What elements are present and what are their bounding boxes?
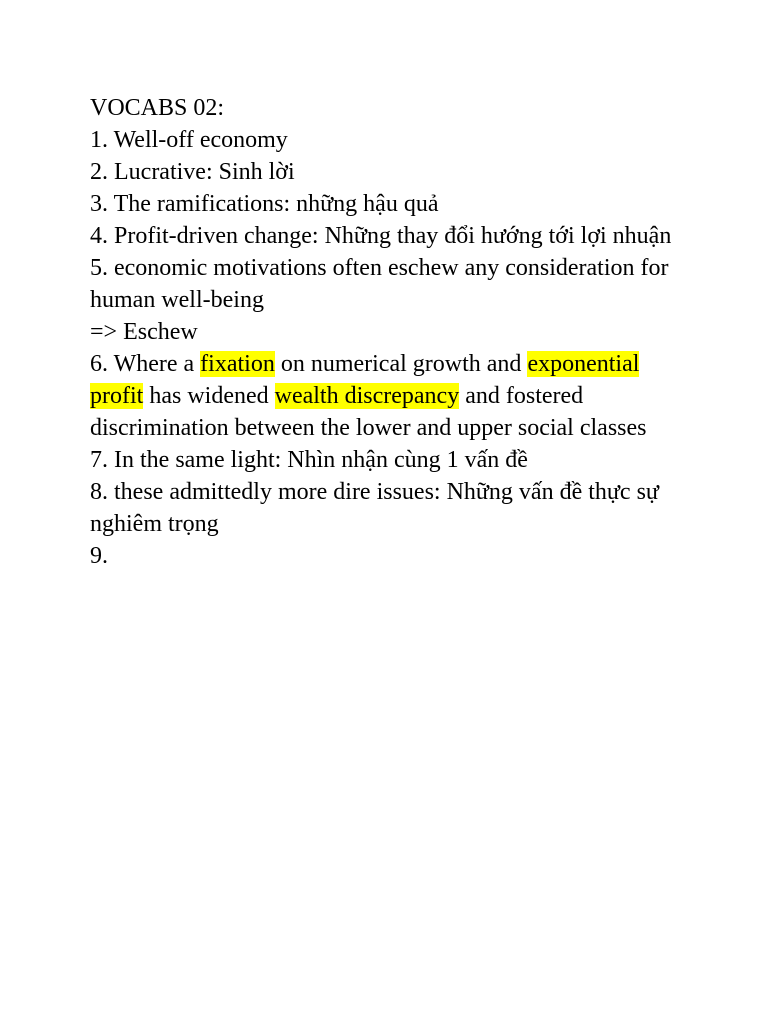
vocab-item-5: 5. economic motivations often eschew any consideration for human well-being	[90, 255, 669, 313]
item-6-text-3: has widened	[143, 383, 275, 409]
highlight-exponential-profit: exponential profit	[90, 351, 640, 409]
vocab-item-1: 1. Well-off economy	[90, 127, 288, 153]
highlight-fixation: fixation	[200, 351, 275, 377]
highlight-wealth-discrepancy: wealth discrepancy	[274, 383, 460, 409]
vocab-item-6	[90, 348, 690, 444]
document-body	[90, 92, 690, 572]
vocab-item-3: 3. The ramifications: những hậu quả	[90, 191, 439, 217]
vocab-item-8: 8. these admittedly more dire issues: Những vấn đề thực sự nghiêm trọng	[90, 479, 659, 537]
item-6-text-4: and fostered discrimination between the lower and upper social classes	[90, 383, 647, 441]
item-6-text-1: 6. Where a	[90, 351, 201, 377]
vocab-item-4: 4. Profit-driven change: Những thay đổi hướng tới lợi nhuận	[90, 223, 672, 249]
item-6-text-2: on numerical growth and	[274, 351, 528, 377]
vocab-item-5-note: => Eschew	[90, 319, 198, 345]
document-title: VOCABS 02:	[90, 95, 225, 121]
vocab-item-7: 7. In the same light: Nhìn nhận cùng 1 vấn đề	[90, 447, 528, 473]
vocab-item-9: 9.	[90, 543, 108, 569]
vocab-item-2: 2. Lucrative: Sinh lời	[90, 159, 295, 185]
